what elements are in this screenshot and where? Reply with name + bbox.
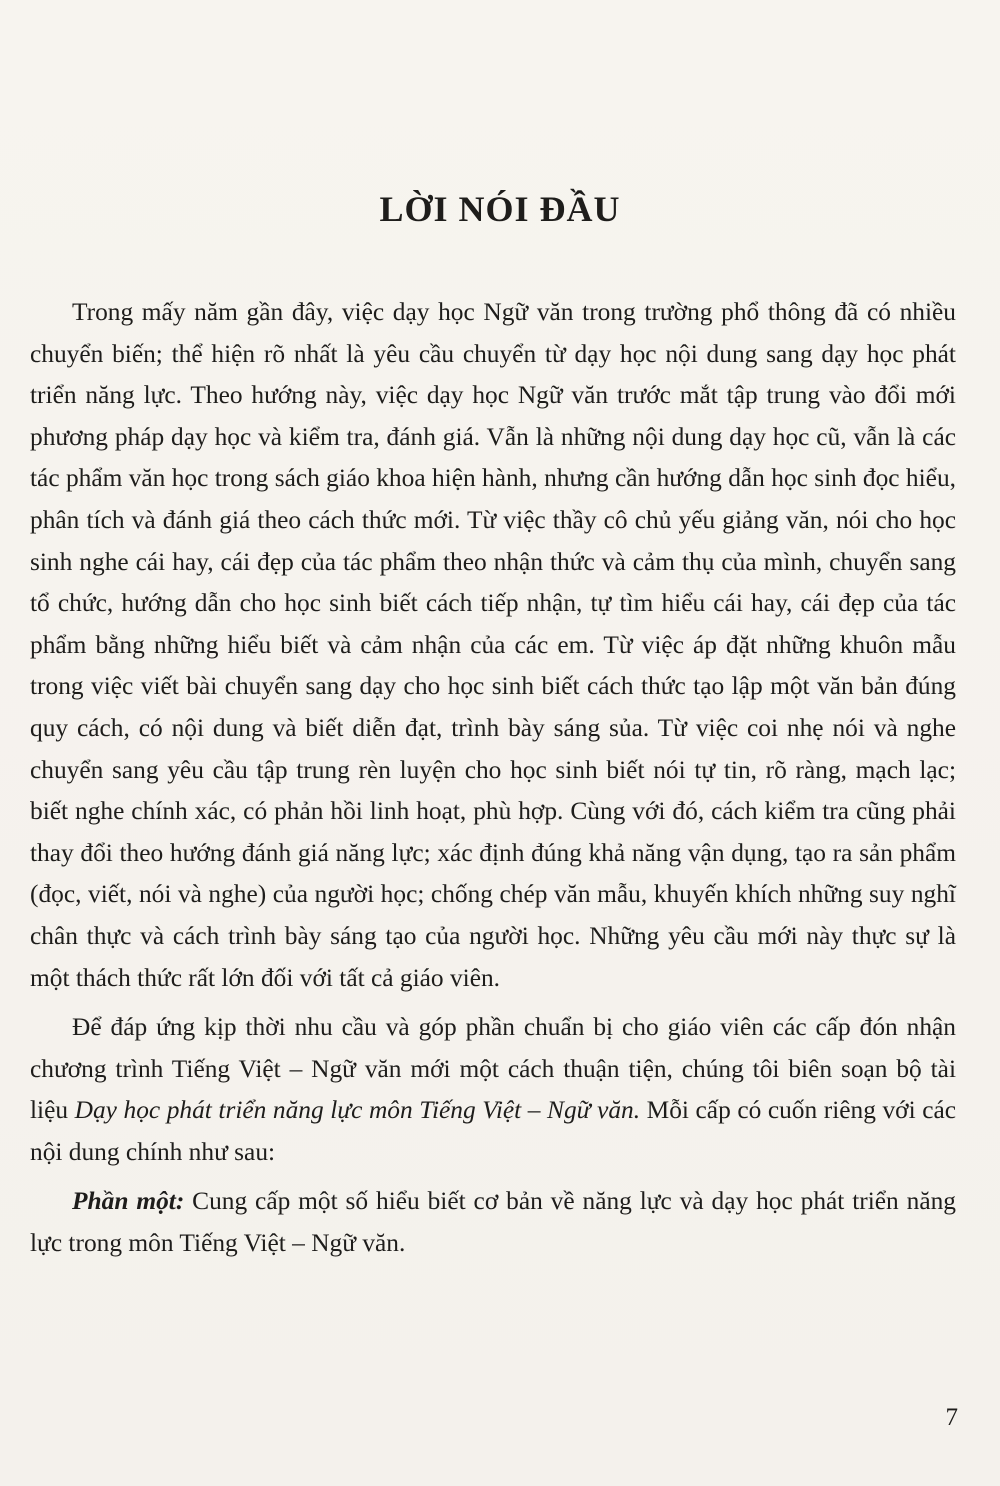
body-text	[30, 292, 956, 1265]
paragraph-3-text: Cung cấp một số hiểu biết cơ bản về năng lực và dạy học phát triển năng lực trong môn Tiếng Việt – Ngữ văn.	[30, 1187, 956, 1258]
book-series-title: Dạy học phát triển năng lực môn Tiếng Việt – Ngữ văn.	[74, 1096, 641, 1125]
paragraph-2-text-after: Mỗi cấp có cuốn riêng với các nội dung chính như sau:	[30, 1096, 957, 1166]
page-title: LỜI NÓI ĐẦU	[379, 189, 621, 229]
paragraph-1-text: Trong mấy năm gần đây, việc dạy học Ngữ văn trong trường phổ thông đã có nhiều chuyển biến; thể hiện rõ nhất là yêu cầu chuyển từ dạy học nội dung sang dạy học phát triển năng lực. Theo hướng này, việc dạy học Ngữ văn trước mắt tập trung vào đổi mới phương pháp dạy học và kiểm tra, đánh giá. Vẫn là những nội dung dạy học cũ, vẫn là các tác phẩm văn học trong sách giáo khoa hiện hành, nhưng cần hướng dẫn học sinh đọc hiểu, phân tích và đánh giá theo cách thức mới. Từ việc thầy cô chủ yếu giảng văn, nói cho học sinh nghe cái hay, cái đẹp của tác phẩm theo nhận thức và cảm thụ của mình, chuyển sang tổ chức, hướng dẫn cho học sinh biết cách tiếp nhận, tự tìm hiểu cái hay, cái đẹp của tác phẩm bằng những hiểu biết và cảm nhận của các em. Từ việc áp đặt những khuôn mẫu trong việc viết bài chuyển sang dạy cho học sinh biết cách thức tạo lập một văn bản đúng quy cách, có nội dung và biết diễn đạt, trình bày sáng sủa. Từ việc coi nhẹ nói và nghe chuyển sang yêu cầu tập trung rèn luyện cho học sinh biết nói tự tin, rõ ràng, mạch lạc; biết nghe chính xác, có phản hồi linh hoạt, phù hợp. Cùng với đó, cách kiểm tra cũng phải thay đổi theo hướng đánh giá năng lực; xác định đúng khả năng vận dụng, tạo ra sản phẩm (đọc, viết, nói và nghe) của người học; chống chép văn mẫu, khuyến khích những suy nghĩ chân thực và cách trình bày sáng tạo của người học. Những yêu cầu mới này thực sự là một thách thức rất lớn đối với tất cả giáo viên.	[30, 298, 956, 992]
paragraph-3	[30, 1181, 956, 1264]
part-one-label: Phần một:	[72, 1187, 185, 1216]
paragraph-1	[30, 292, 956, 999]
page-number: 7	[945, 1404, 958, 1431]
paragraph-2-text-before: Để đáp ứng kịp thời nhu cầu và góp phần chuẩn bị cho giáo viên các cấp đón nhận chương trình Tiếng Việt – Ngữ văn mới một cách thuận tiện, chúng tôi biên soạn bộ tài liệu	[30, 1013, 956, 1125]
paragraph-2	[30, 1007, 956, 1173]
